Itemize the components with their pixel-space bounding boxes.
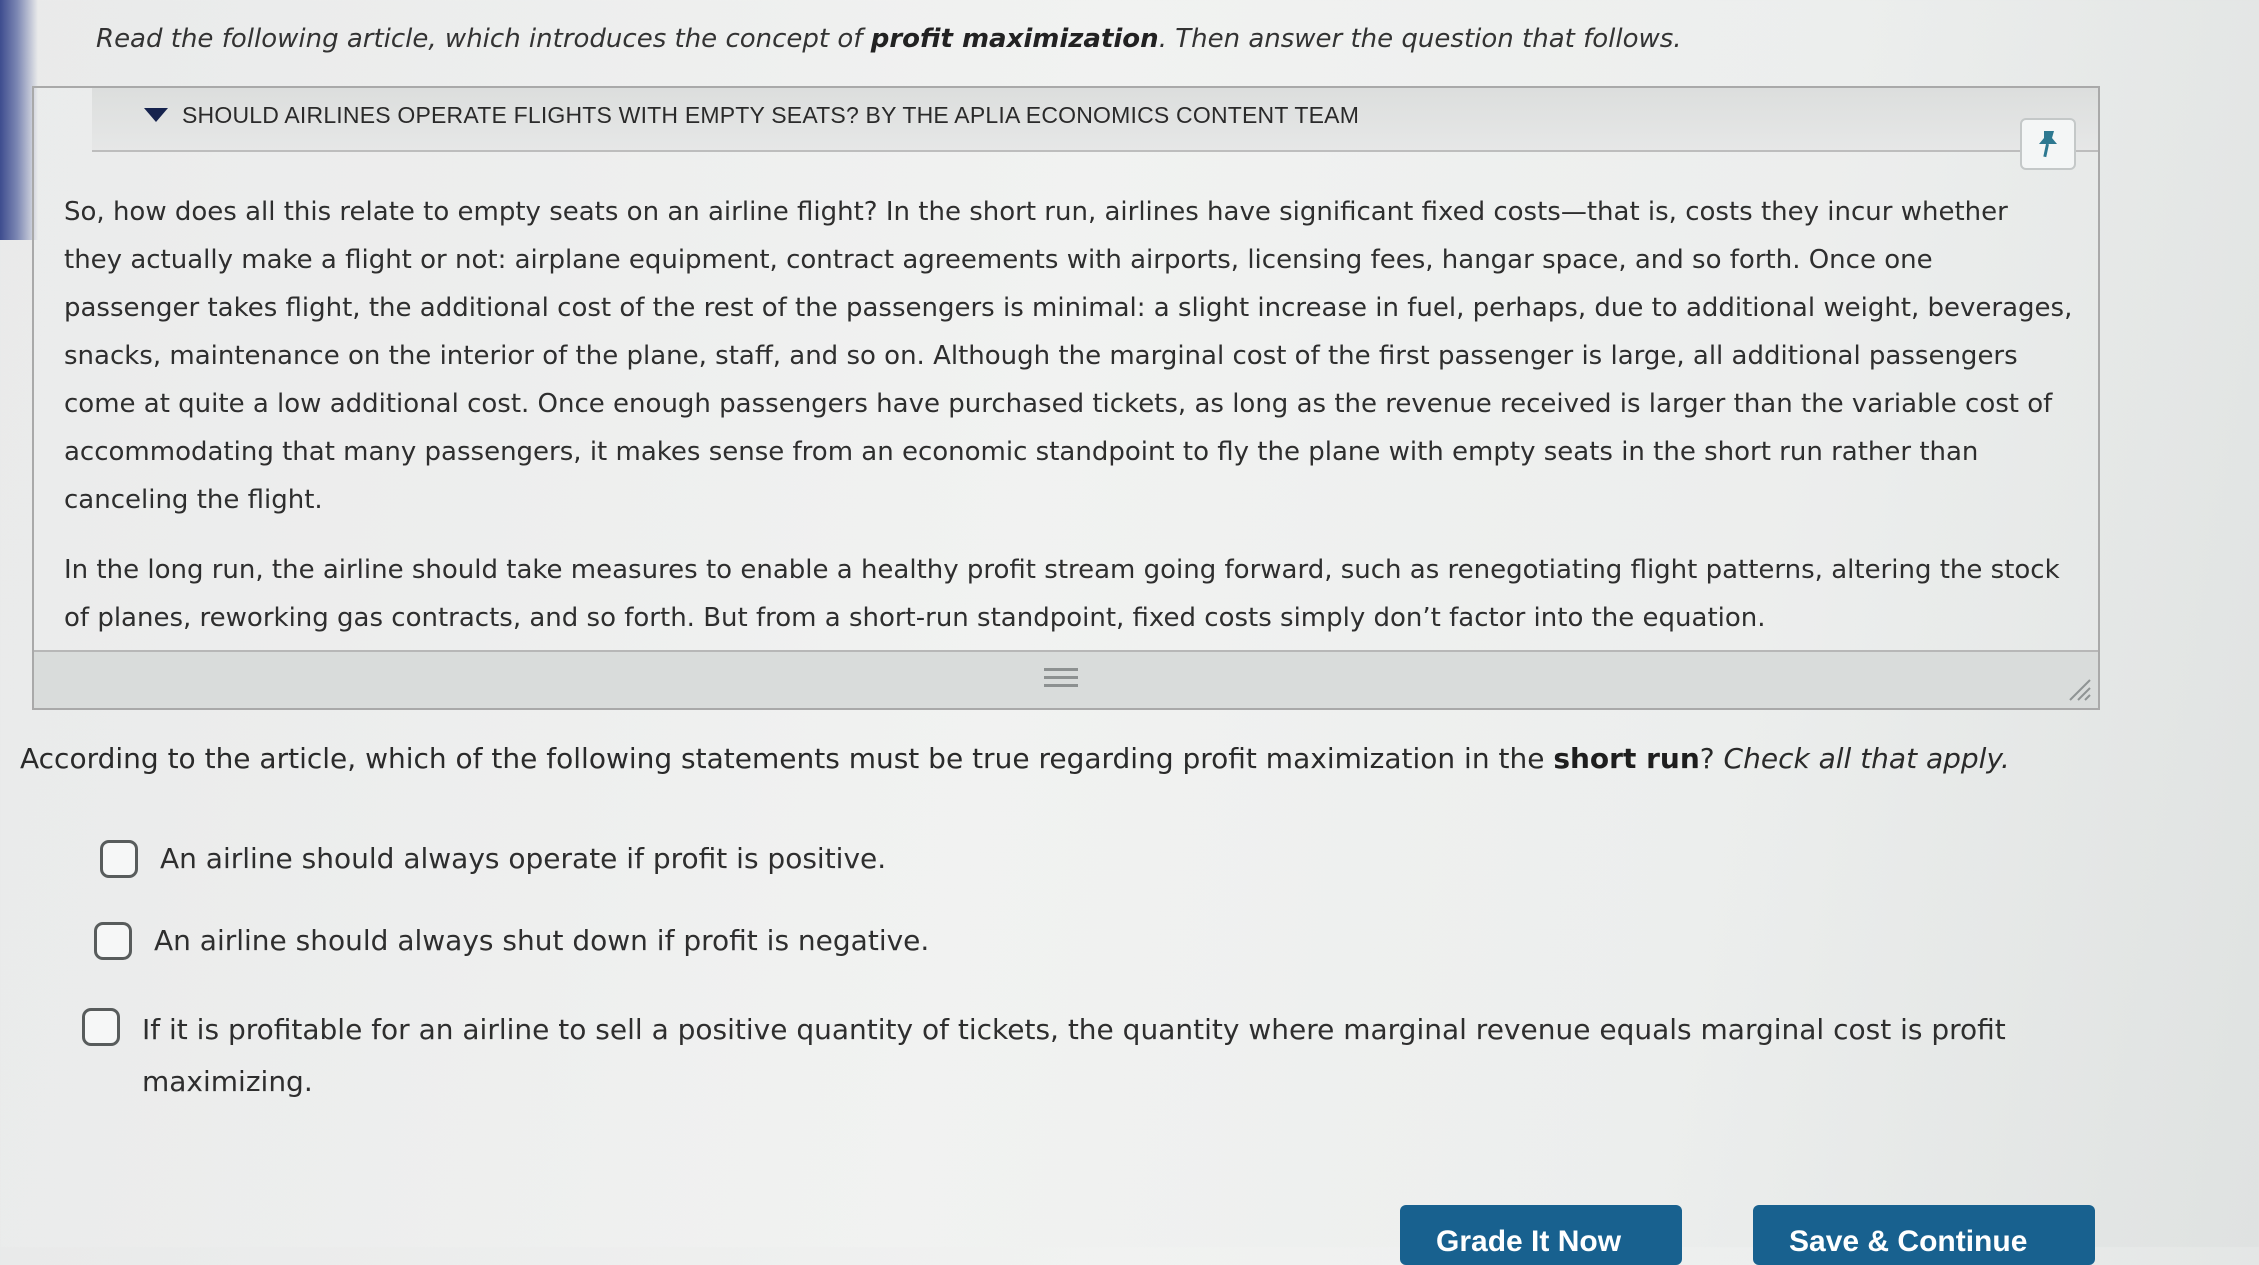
save-continue-button[interactable]: Save & Continue — [1753, 1205, 2095, 1265]
option-1-checkbox[interactable] — [100, 840, 138, 878]
article-paragraph-1: So, how does all this relate to empty seats on an airline flight? In the short run, airlines have significant fixed costs—that is, costs they incur whether they actually make a flight or not: airplane equipment, contract agreements with airports, licensing fees, hangar space, and so forth. Once one passenger takes flight, the additional cost of the rest of the passengers is minimal: a slight increase in fuel, perhaps, due to additional weight, beverages, snacks, maintenance on the interior of the plane, staff, and so on. Although the marginal cost of the first passenger is large, all additional passengers come at quite a low additional cost. Once enough passengers have purchased tickets, as long as the revenue received is larger than the variable cost of accommodating that many passengers, it makes sense from an economic standpoint to fly the plane with empty seats in the short run rather than canceling the flight. — [64, 197, 2073, 515]
question-text: According to the article, which of the following statements must be true regarding profit maximization in the short run? Check all that apply. — [20, 742, 2010, 775]
option-3[interactable] — [82, 1004, 2042, 1108]
article-panel — [32, 86, 2100, 710]
pin-icon — [2035, 129, 2061, 159]
resize-grip-icon[interactable] — [2066, 676, 2092, 702]
article-header[interactable] — [92, 88, 2098, 152]
instruction-emphasis: profit maximization — [870, 24, 1159, 54]
article-body — [64, 188, 2074, 642]
grade-it-now-button[interactable]: Grade It Now — [1400, 1205, 1682, 1265]
article-title: SHOULD AIRLINES OPERATE FLIGHTS WITH EMPTY SEATS? BY THE APLIA ECONOMICS CONTENT TEAM — [182, 102, 1360, 128]
instruction-text: Read the following article, which introduces the concept of profit maximization. Then answer the question that follows. — [96, 24, 1682, 54]
pin-button[interactable] — [2020, 118, 2076, 170]
article-footer — [34, 650, 2098, 708]
article-paragraph-2: In the long run, the airline should take measures to enable a healthy profit stream going forward, such as renegotiating flight patterns, altering the stock of planes, reworking gas contracts, and so forth. But from a short-run standpoint, fixed costs simply don’t factor into the equation. — [64, 555, 2060, 633]
option-2-checkbox[interactable] — [94, 922, 132, 960]
option-1-label: An airline should always operate if profit is positive. — [160, 842, 887, 875]
question-instruction: Check all that apply. — [1723, 742, 2010, 775]
option-2-label: An airline should always shut down if profit is negative. — [154, 924, 930, 957]
triangle-down-icon[interactable] — [144, 108, 168, 122]
option-2[interactable] — [94, 924, 929, 960]
option-3-checkbox[interactable] — [82, 1008, 120, 1046]
question-emphasis: short run — [1553, 742, 1700, 775]
drag-handle-icon[interactable] — [1044, 668, 1078, 688]
option-1[interactable] — [100, 842, 886, 878]
option-3-label: If it is profitable for an airline to sell a positive quantity of tickets, the quantity where marginal revenue equals marginal cost is profit maximizing. — [142, 1013, 2006, 1098]
